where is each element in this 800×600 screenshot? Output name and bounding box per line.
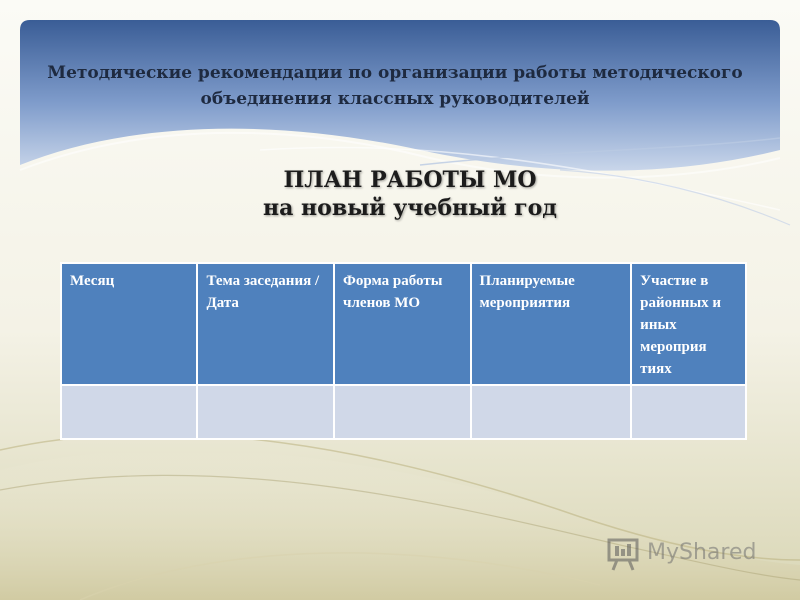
column-header-work-form: Форма работы членов МО [334,263,470,385]
plan-title-line-2: на новый учебный год [263,195,557,221]
table-cell [631,385,746,439]
column-header-planned-events: Планируемые мероприятия [471,263,632,385]
table-cell [197,385,334,439]
plan-title [160,166,660,222]
presentation-board-icon [605,536,641,572]
watermark-text: MyShared [647,540,757,565]
table-header-row [61,263,746,385]
plan-title-line-1: ПЛАН РАБОТЫ МО [283,167,537,193]
column-header-participation: Участие в районных и иных мероприя тиях [631,263,746,385]
header-line-2: объединения классных руководителей [200,89,590,109]
table-row [61,385,746,439]
table-cell [471,385,632,439]
table-cell [334,385,470,439]
slide-header [30,60,760,112]
plan-table [60,262,747,440]
header-line-1: Методические рекомендации по организации работы методического [47,63,743,83]
myshared-watermark [605,536,775,572]
column-header-month: Месяц [61,263,197,385]
table-cell [61,385,197,439]
column-header-topic-date: Тема заседания / Дата [197,263,334,385]
